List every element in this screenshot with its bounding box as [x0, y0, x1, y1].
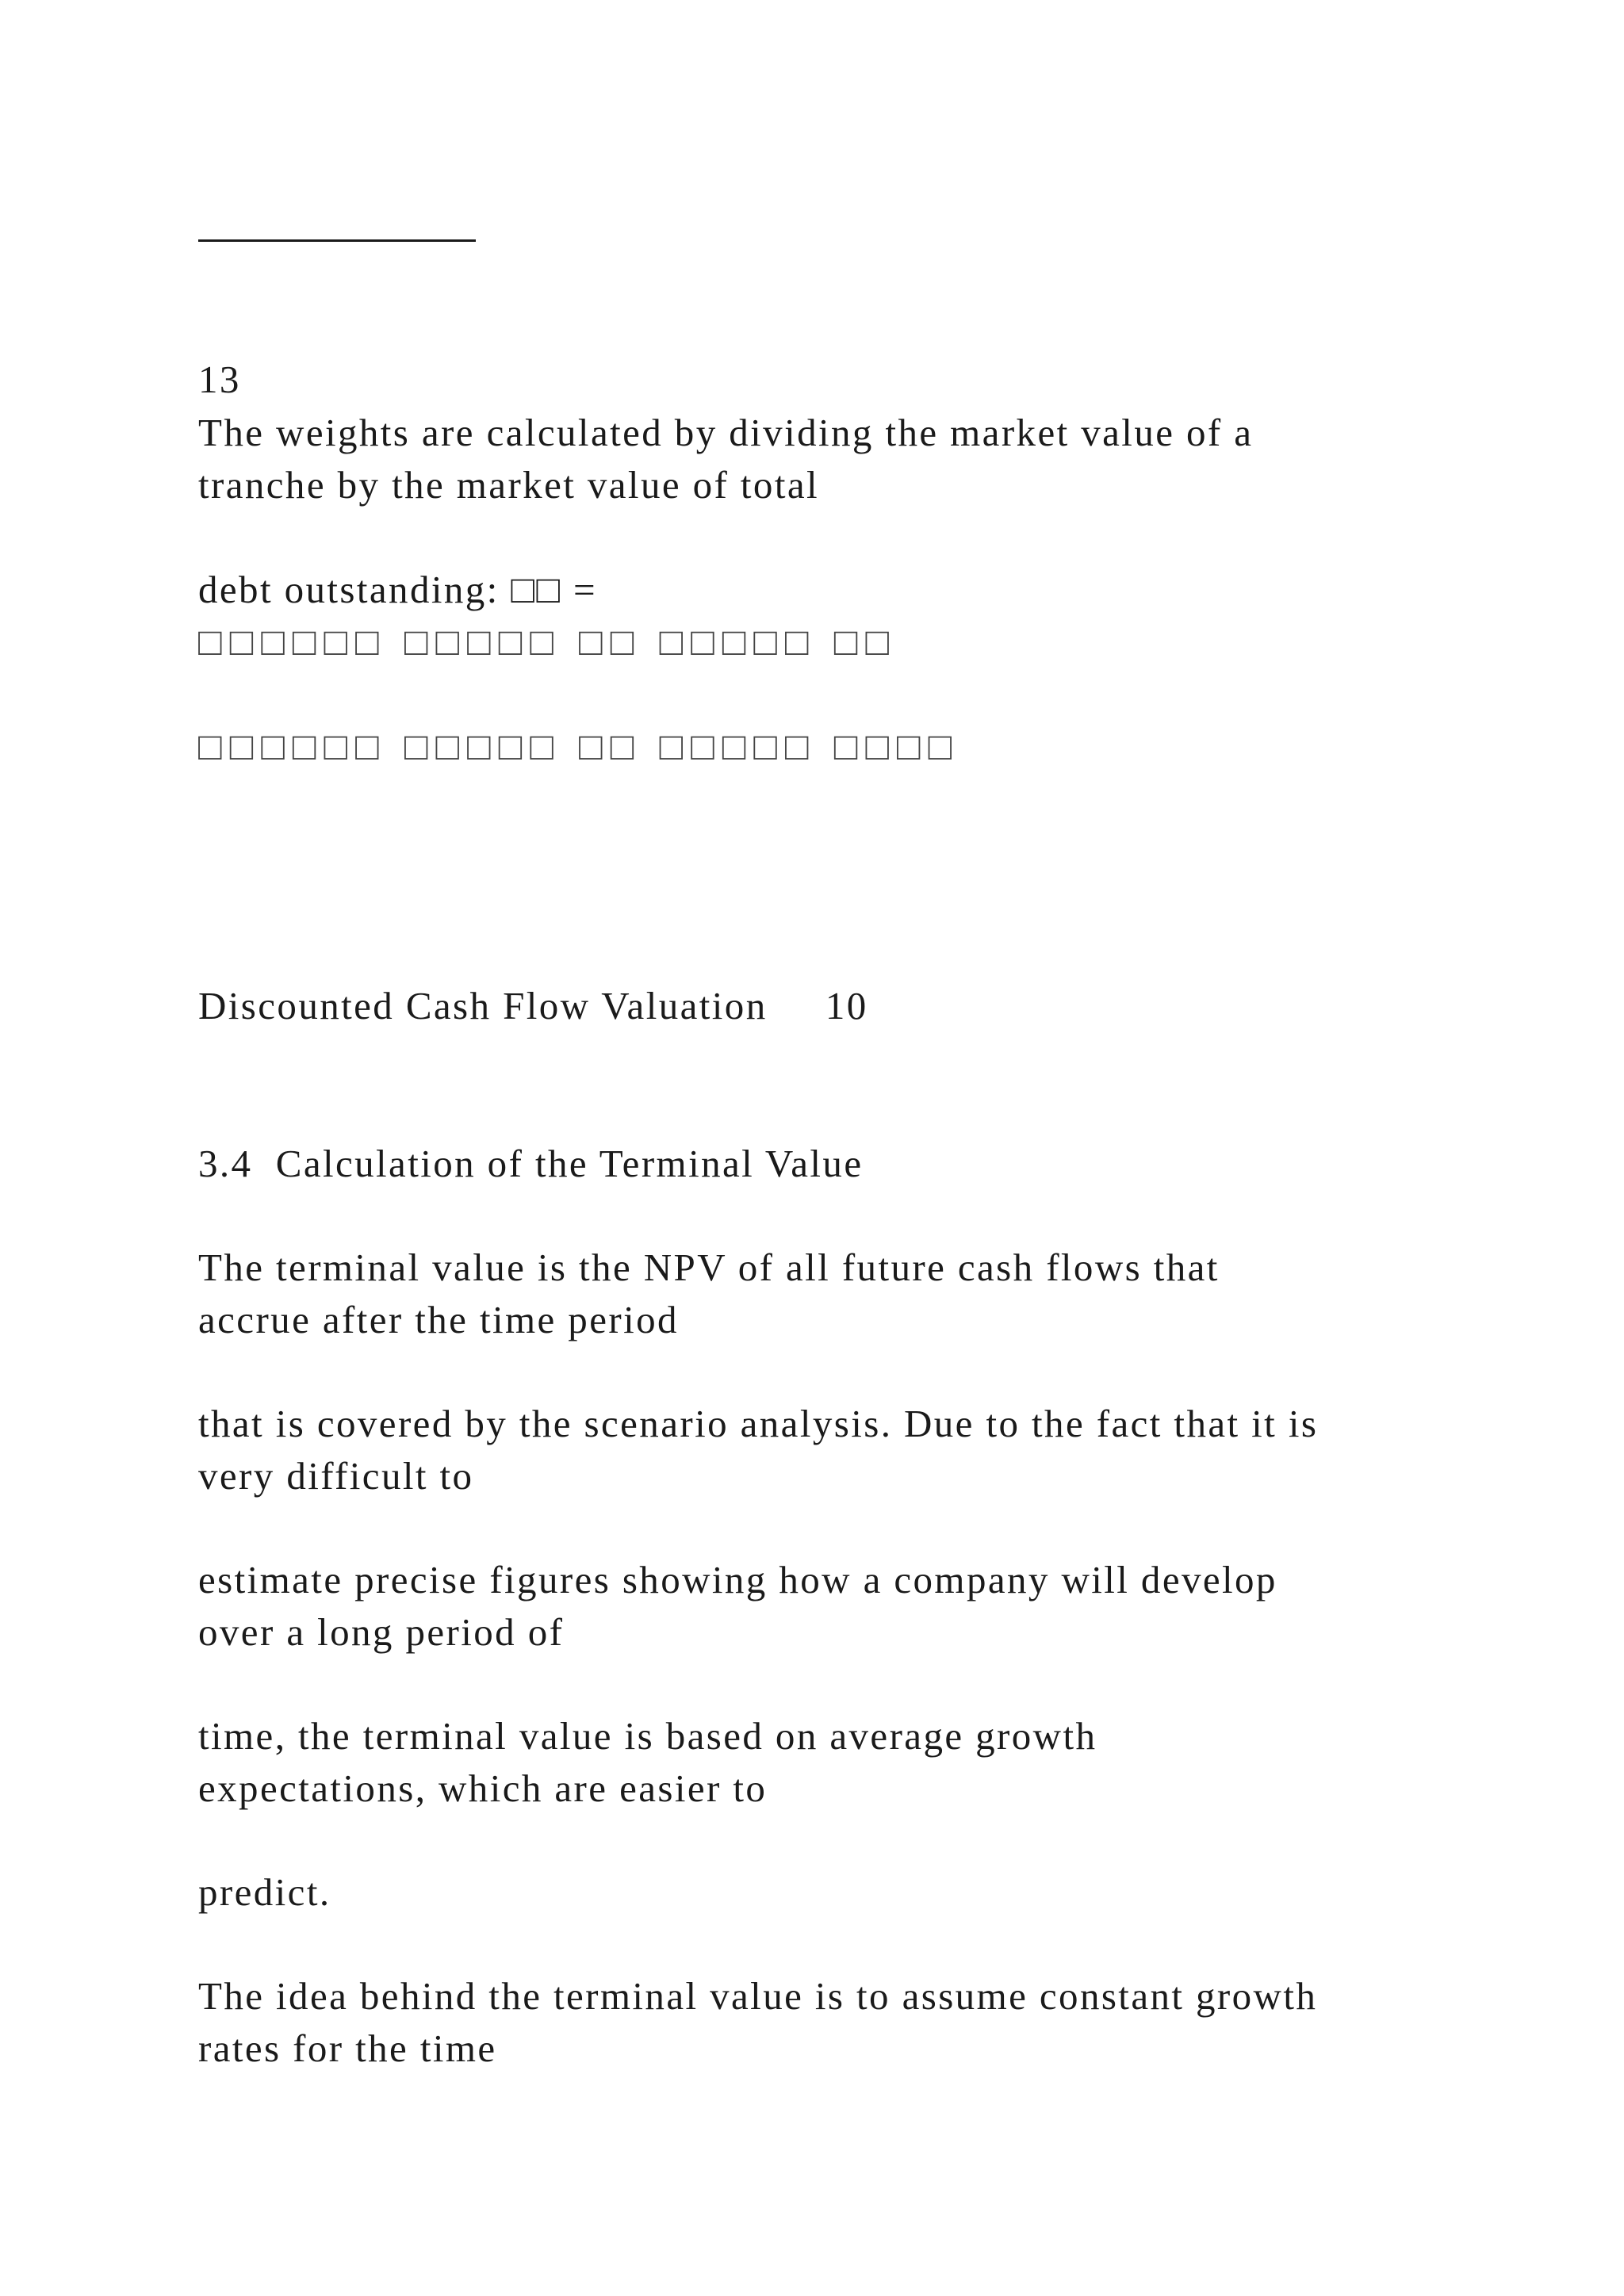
formula-numerator: □□□□□□ □□□□□ □□ □□□□□ □□: [198, 620, 897, 664]
paragraph-line: estimate precise figures showing how a company will develop: [198, 1558, 1277, 1601]
paragraph-line: very difficult to: [198, 1454, 474, 1498]
paragraph-line: predict.: [198, 1870, 331, 1914]
footnote-line: The weights are calculated by dividing the market value of a: [198, 411, 1254, 454]
section-heading: 3.4 Calculation of the Terminal Value: [198, 1142, 864, 1185]
footnote-line: debt outstanding: □□ =: [198, 568, 598, 611]
paragraph-line: time, the terminal value is based on average growth: [198, 1714, 1097, 1758]
footnote-separator: [198, 239, 476, 242]
running-header-title: Discounted Cash Flow Valuation: [198, 984, 768, 1027]
paragraph-line: over a long period of: [198, 1610, 565, 1654]
formula-denominator: □□□□□□ □□□□□ □□ □□□□□ □□□□: [198, 725, 960, 768]
paragraph-line: that is covered by the scenario analysis. Due to the fact that it is: [198, 1402, 1319, 1445]
footnote-line: tranche by the market value of total: [198, 463, 819, 507]
paragraph-line: rates for the time: [198, 2026, 497, 2070]
paragraph-line: The terminal value is the NPV of all future cash flows that: [198, 1246, 1220, 1289]
footnote-number: 13: [198, 358, 241, 401]
paragraph-line: accrue after the time period: [198, 1298, 679, 1341]
page-number: 10: [825, 984, 868, 1027]
paragraph-line: The idea behind the terminal value is to assume constant growth: [198, 1974, 1318, 2018]
paragraph-line: expectations, which are easier to: [198, 1766, 768, 1810]
running-header: [198, 980, 868, 1032]
